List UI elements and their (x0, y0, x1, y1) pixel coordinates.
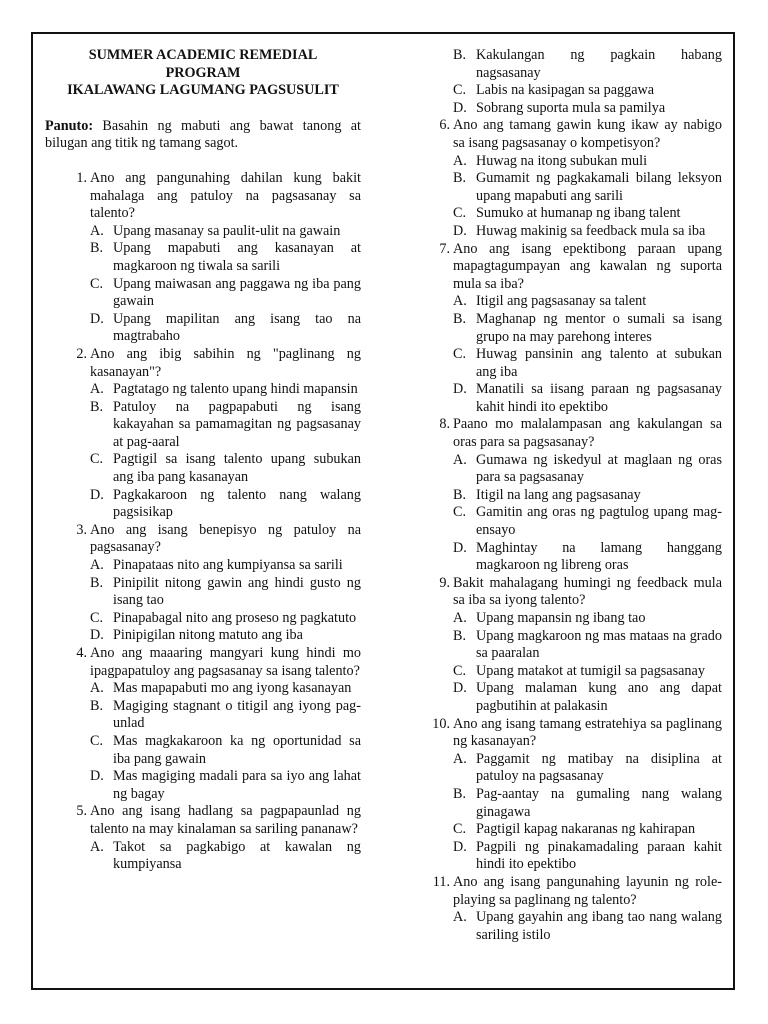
question-text: Ano ang tamang gawin kung ikaw ay nabigo sa isang pagsasanay o kompetisyon? (453, 117, 722, 151)
question-list-left (45, 170, 361, 874)
option-text: Pinapabagal nito ang proseso ng pagkatuto (113, 609, 357, 626)
answer-option[interactable] (453, 680, 722, 715)
option-text: Mas mapapabuti mo ang iyong kasanayan (113, 680, 352, 697)
option-letter: A. (90, 381, 104, 398)
right-column (428, 47, 722, 944)
option-text: Mas magiging madali para sa iyo ang lahat ng bagay (113, 768, 361, 802)
option-letter: C. (453, 821, 467, 838)
instructions (45, 118, 361, 153)
option-text: Upang mapabuti ang kasanayan at magkaroon ng tiwala sa sarili (113, 240, 361, 274)
answer-option[interactable] (90, 311, 361, 346)
question-text: Ano ang isang pangunahing layunin ng role-playing sa paglinang ng talento? (453, 873, 722, 908)
answer-option[interactable] (453, 821, 722, 839)
answer-option[interactable] (453, 170, 722, 205)
question-number: 4. (76, 645, 87, 661)
option-text: Kakulangan ng pagkain habang nagsasanay (476, 47, 722, 81)
option-letter: D. (453, 838, 467, 855)
answer-option[interactable] (453, 786, 722, 821)
option-letter: B. (453, 170, 467, 187)
answer-option[interactable] (453, 153, 722, 171)
question-item (428, 874, 722, 944)
answer-option[interactable] (453, 909, 722, 944)
option-text: Pinapataas nito ang kumpiyansa sa sarili (113, 557, 343, 574)
option-text: Upang masanay sa paulit-ulit na gawain (113, 222, 341, 239)
option-text: Magiging stagnant o titigil ang iyong pag-unlad (113, 697, 361, 732)
answer-options (453, 909, 722, 944)
question-number: 6. (439, 117, 450, 134)
answer-option[interactable] (90, 768, 361, 803)
option-text: Maghintay na lamang hanggang magkaroon ng libreng oras (476, 539, 722, 574)
option-text: Huwag makinig sa feedback mula sa iba (476, 222, 706, 239)
question-item (428, 716, 722, 874)
option-letter: B. (90, 697, 104, 714)
option-text: Gumawa ng iskedyul at maglaan ng oras para sa pagsasanay (476, 451, 722, 486)
answer-option[interactable] (453, 663, 722, 681)
option-letter: C. (453, 205, 467, 222)
option-letter: C. (90, 275, 104, 292)
answer-options (453, 452, 722, 575)
answer-option[interactable] (90, 627, 361, 645)
option-text: Itigil ang pagsasanay sa talent (476, 293, 647, 310)
question-number: 7. (439, 240, 450, 257)
option-text: Pagtigil sa isang talento upang subukan ang iba pang kasanayan (113, 451, 361, 486)
question-item (428, 241, 722, 417)
option-text: Pag-aantay na gumaling nang walang ginagawa (476, 785, 722, 820)
answer-option[interactable] (90, 557, 361, 575)
question-text: Ano ang isang benepisyo ng patuloy na pagsasanay? (90, 521, 361, 556)
option-letter: A. (90, 222, 104, 239)
option-text: Upang mapansin ng ibang tao (476, 610, 646, 626)
option-letter: B. (90, 574, 104, 591)
answer-option[interactable] (90, 240, 361, 275)
question-number: 2. (76, 345, 87, 362)
question-text: Ano ang pangunahing dahilan kung bakit mahalaga ang patuloy na pagsasanay sa talento? (90, 169, 361, 222)
answer-option[interactable] (453, 540, 722, 575)
option-letter: B. (90, 398, 104, 415)
option-text: Sumuko at humanap ng ibang talent (476, 205, 681, 222)
question-item (428, 117, 722, 240)
option-text: Manatili sa iisang paraan ng pagsasanay kahit hindi ito epektibo (476, 381, 722, 415)
answer-options (453, 751, 722, 874)
question-text: Ano ang maaaring mangyari kung hindi mo ipagpapatuloy ang pagsasanay sa isang talento? (90, 645, 361, 679)
question-text: Paano mo malalampasan ang kakulangan sa oras para sa pagsasanay? (453, 416, 722, 451)
question-item (65, 170, 361, 346)
option-text: Pagtatago ng talento upang hindi mapansin (113, 381, 358, 398)
option-letter: C. (453, 662, 467, 679)
option-text: Takot sa pagkabigo at kawalan ng kumpiyansa (113, 838, 361, 873)
answer-option[interactable] (453, 311, 722, 346)
answer-option[interactable] (90, 223, 361, 241)
option-letter: C. (90, 451, 104, 468)
option-letter: C. (453, 82, 467, 99)
option-letter: A. (90, 838, 104, 855)
question-text: Ano ang isang tamang estratehiya sa paglinang ng kasanayan? (453, 715, 722, 750)
option-letter: D. (453, 99, 467, 116)
option-letter: A. (90, 680, 104, 697)
question-item (65, 522, 361, 645)
option-letter: D. (90, 486, 104, 503)
option-text: Pagpili ng pinakamadaling paraan kahit hindi ito epektibo (476, 838, 722, 873)
option-letter: A. (90, 557, 104, 574)
option-letter: B. (90, 240, 104, 257)
question-text: Ano ang ibig sabihin ng "paglinang ng kasanayan"? (90, 345, 361, 380)
answer-option[interactable] (90, 276, 361, 311)
option-text: Huwag na itong subukan muli (476, 152, 648, 169)
option-letter: C. (90, 609, 104, 626)
answer-option[interactable] (453, 452, 722, 487)
option-letter: D. (90, 768, 104, 785)
option-text: Upang mapilitan ang isang tao na magtrabaho (113, 310, 361, 345)
answer-options (90, 381, 361, 522)
option-letter: B. (453, 486, 467, 503)
question-number: 3. (76, 521, 87, 538)
answer-option[interactable] (453, 839, 722, 874)
question-list-right (428, 117, 722, 944)
left-column (45, 47, 361, 874)
option-text: Pagkakaroon ng talento nang walang pagsisikap (113, 486, 361, 521)
question-text: Ano ang isang epektibong paraan upang mapagtagumpayan ang kawalan ng suporta mula sa iba? (453, 240, 722, 292)
answer-option[interactable] (453, 346, 722, 381)
answer-option[interactable] (453, 628, 722, 663)
option-text: Gumamit ng pagkakamali bilang leksyon upang mapabuti ang sarili (476, 170, 722, 204)
answer-option[interactable] (90, 698, 361, 733)
option-text: Upang malaman kung ano ang dapat pagbutihin at palakasin (476, 680, 722, 714)
answer-option[interactable] (90, 610, 361, 628)
option-letter: C. (453, 346, 467, 363)
instructions-text: Basahin ng mabuti ang bawat tanong at bilugan ang titik ng tamang sagot. (45, 117, 361, 152)
option-letter: D. (453, 680, 467, 697)
question-number: 9. (439, 574, 450, 591)
answer-option[interactable] (453, 47, 722, 82)
option-letter: A. (453, 293, 467, 310)
answer-options (453, 610, 722, 716)
answer-options (453, 293, 722, 416)
answer-option[interactable] (90, 575, 361, 610)
question-number: 8. (439, 416, 450, 433)
answer-option[interactable] (90, 487, 361, 522)
option-text: Sobrang suporta mula sa pamilya (476, 99, 666, 116)
question-number: 5. (76, 803, 87, 820)
answer-options (90, 839, 361, 874)
question-item (428, 575, 722, 716)
answer-options (90, 557, 361, 645)
answer-option[interactable] (90, 399, 361, 452)
option-text: Upang matakot at tumigil sa pagsasanay (476, 662, 705, 679)
option-letter: B. (453, 785, 467, 802)
option-letter: D. (453, 381, 467, 398)
answer-option[interactable] (453, 293, 722, 311)
option-letter: B. (453, 47, 467, 63)
answer-option[interactable] (90, 381, 361, 399)
option-letter: C. (453, 504, 467, 521)
option-letter: A. (453, 451, 467, 468)
option-text: Pinipilit nitong gawin ang hindi gusto ng isang tao (113, 574, 361, 609)
option-text: Upang magkaroon ng mas mataas na grado sa paaralan (476, 627, 722, 662)
option-letter: A. (453, 152, 467, 169)
option-letter: B. (453, 627, 467, 644)
option-letter: D. (453, 222, 467, 239)
answer-option[interactable] (453, 381, 722, 416)
question-number: 11. (432, 873, 450, 890)
option-letter: D. (453, 539, 467, 556)
answer-option[interactable] (90, 451, 361, 486)
option-letter: A. (453, 750, 467, 767)
option-letter: A. (453, 610, 467, 626)
question-5-continued-options (428, 47, 722, 117)
answer-option[interactable] (453, 223, 722, 241)
option-text: Upang maiwasan ang paggawa ng iba pang gawain (113, 275, 361, 310)
option-text: Pagtigil kapag nakaranas ng kahirapan (476, 821, 696, 838)
question-number: 1. (76, 169, 87, 186)
option-letter: A. (453, 909, 467, 926)
option-text: Huwag pansinin ang talento at subukan ang iba (476, 346, 722, 380)
option-text: Gamitin ang oras ng pagtulog upang mag-ensayo (476, 504, 722, 539)
option-letter: D. (90, 627, 104, 644)
question-item (65, 645, 361, 803)
title-line-1: SUMMER ACADEMIC REMEDIAL PROGRAM (88, 47, 318, 81)
answer-option[interactable] (453, 82, 722, 100)
answer-options (90, 680, 361, 803)
answer-option[interactable] (90, 839, 361, 874)
question-item (65, 346, 361, 522)
title-line-2: IKALAWANG LAGUMANG PAGSUSULIT (67, 82, 339, 99)
option-text: Labis na kasipagan sa paggawa (476, 82, 655, 99)
option-text: Mas magkakaroon ka ng oportunidad sa iba pang gawain (113, 732, 361, 767)
option-text: Paggamit ng matibay na disiplina at patuloy na pagsasanay (476, 750, 722, 785)
answer-option[interactable] (453, 610, 722, 628)
answer-options (453, 153, 722, 241)
answer-option[interactable] (453, 205, 722, 223)
answer-option[interactable] (453, 487, 722, 505)
exam-title (45, 47, 361, 100)
question-text: Ano ang isang hadlang sa pagpapaunlad ng talento na may kinalaman sa sariling pananaw? (90, 803, 361, 837)
option-text: Itigil na lang ang pagsasanay (476, 486, 641, 503)
question-number: 10. (432, 715, 450, 732)
answer-option[interactable] (90, 733, 361, 768)
option-letter: D. (90, 310, 104, 327)
option-text: Maghanap ng mentor o sumali sa isang grupo na may parehong interes (476, 310, 722, 345)
option-letter: B. (453, 310, 467, 327)
question-text: Bakit mahalagang humingi ng feedback mula sa iba sa iyong talento? (453, 574, 722, 609)
option-text: Patuloy na pagpapabuti ng isang kakayahan sa pamamagitan ng pagsasanay at pag-aaral (113, 398, 361, 450)
question-item (65, 803, 361, 873)
question-item (428, 416, 722, 574)
answer-option[interactable] (453, 751, 722, 786)
answer-option[interactable] (90, 680, 361, 698)
option-text: Pinipigilan nitong matuto ang iba (113, 627, 303, 644)
option-letter: C. (90, 732, 104, 749)
answer-option[interactable] (453, 100, 722, 118)
answer-options (90, 223, 361, 346)
answer-option[interactable] (453, 504, 722, 539)
option-text: Upang gayahin ang ibang tao nang walang sariling istilo (476, 909, 722, 943)
instructions-label: Panuto: (45, 117, 94, 134)
